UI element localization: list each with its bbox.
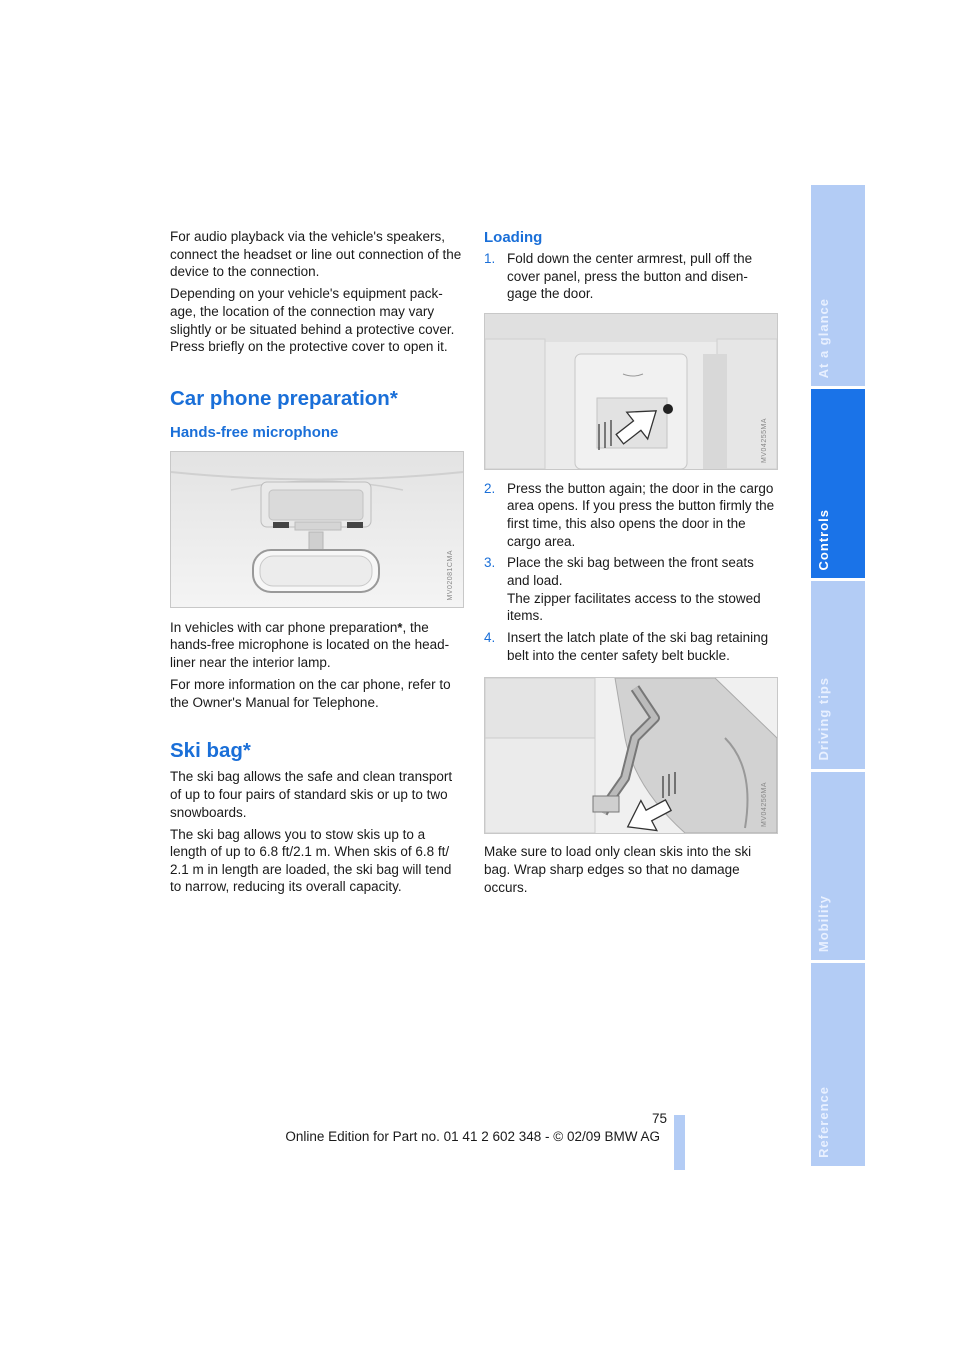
step-number: 4. <box>484 630 496 646</box>
edition-footer: Online Edition for Part no. 01 41 2 602 348 - © 02/09 BMW AG <box>285 1129 660 1144</box>
tab-driving-tips[interactable] <box>811 581 865 769</box>
tab-reference[interactable] <box>811 963 865 1166</box>
intro-paragraph-1: For audio playback via the vehicle's speakers, connect the headset or line out connection of the device to the connection. <box>170 229 462 280</box>
ski-bag-heading: Ski bag* <box>170 739 251 763</box>
step-text: Fold down the center armrest, pull off the cover panel, press the button and disen-gage the door. <box>507 251 753 302</box>
headliner-illustration <box>171 452 463 607</box>
figure-code: MV02081CMA <box>447 550 455 601</box>
list-item <box>484 629 776 664</box>
footer-accent-bar <box>674 1115 685 1170</box>
car-phone-text-a: In vehicles with car phone preparation <box>170 619 398 635</box>
tab-label: At a glance <box>816 297 831 378</box>
optional-equipment-star: * <box>397 619 403 635</box>
tab-label: Driving tips <box>816 677 831 761</box>
ski-bag-paragraph-1: The ski bag allows the safe and clean transport of up to four pairs of standard skis or up to two snowboards. <box>170 769 453 820</box>
tab-mobility[interactable] <box>811 772 865 960</box>
armrest-illustration <box>485 314 777 469</box>
tab-controls[interactable] <box>811 389 865 578</box>
chapter-tabs <box>811 185 865 1166</box>
car-phone-paragraph-2: For more information on the car phone, refer to the Owner's Manual for Telephone. <box>170 677 451 710</box>
intro-paragraph-2: Depending on your vehicle's equipment pack-age, the location of the connection may vary slightly or be situated behind a protective cover. Press briefly on the protective cover to open it. <box>170 286 455 355</box>
tab-label: Controls <box>816 508 831 570</box>
step-number: 2. <box>484 480 496 496</box>
left-column <box>170 228 462 901</box>
armrest-button-figure <box>484 313 778 470</box>
closing-paragraph: Make sure to load only clean skis into the ski bag. Wrap sharp edges so that no damage occurs. <box>484 844 752 895</box>
step-number: 1. <box>484 251 496 266</box>
step-text: Insert the latch plate of the ski bag retaining belt into the center safety belt buckle. <box>507 630 769 663</box>
loading-steps-2 <box>484 480 776 665</box>
tab-at-a-glance[interactable] <box>811 185 865 386</box>
tab-label: Mobility <box>816 894 831 952</box>
hands-free-heading: Hands-free microphone <box>170 423 339 441</box>
microphone-figure <box>170 451 464 608</box>
car-phone-paragraph-1 <box>170 619 462 672</box>
list-item <box>484 250 776 303</box>
list-item <box>484 480 776 550</box>
list-item <box>484 554 776 624</box>
tab-label: Reference <box>816 1086 831 1158</box>
step-text: Place the ski bag between the front seats and load. <box>507 555 754 589</box>
right-column <box>484 228 776 901</box>
car-phone-text-b: , the hands-free microphone is located on the head-liner near the interior lamp. <box>170 619 450 670</box>
step-extra-text: The zipper facilitates access to the stowed items. <box>507 590 761 624</box>
step-text: Press the button again; the door in the cargo area opens. If you press the button firmly the first time, this also opens the door in the cargo area. <box>507 480 775 549</box>
car-phone-heading: Car phone preparation* <box>170 386 398 410</box>
step-number: 3. <box>484 555 496 571</box>
figure-code: MV04255MA <box>761 417 769 463</box>
loading-heading: Loading <box>484 229 543 246</box>
page-number: 75 <box>651 1111 667 1126</box>
ski-bag-belt-figure <box>484 677 778 834</box>
loading-steps-1 <box>484 250 776 303</box>
ski-bag-paragraph-2: The ski bag allows you to stow skis up to a length of up to 6.8 ft/2.1 m. When skis of 6.8 ft/ 2.1 m in length are loaded, the ski bag will tend to narrow, reducing its overall capacity. <box>170 826 452 895</box>
ski-bag-illustration <box>485 678 777 833</box>
figure-code: MV04256MA <box>761 782 769 828</box>
